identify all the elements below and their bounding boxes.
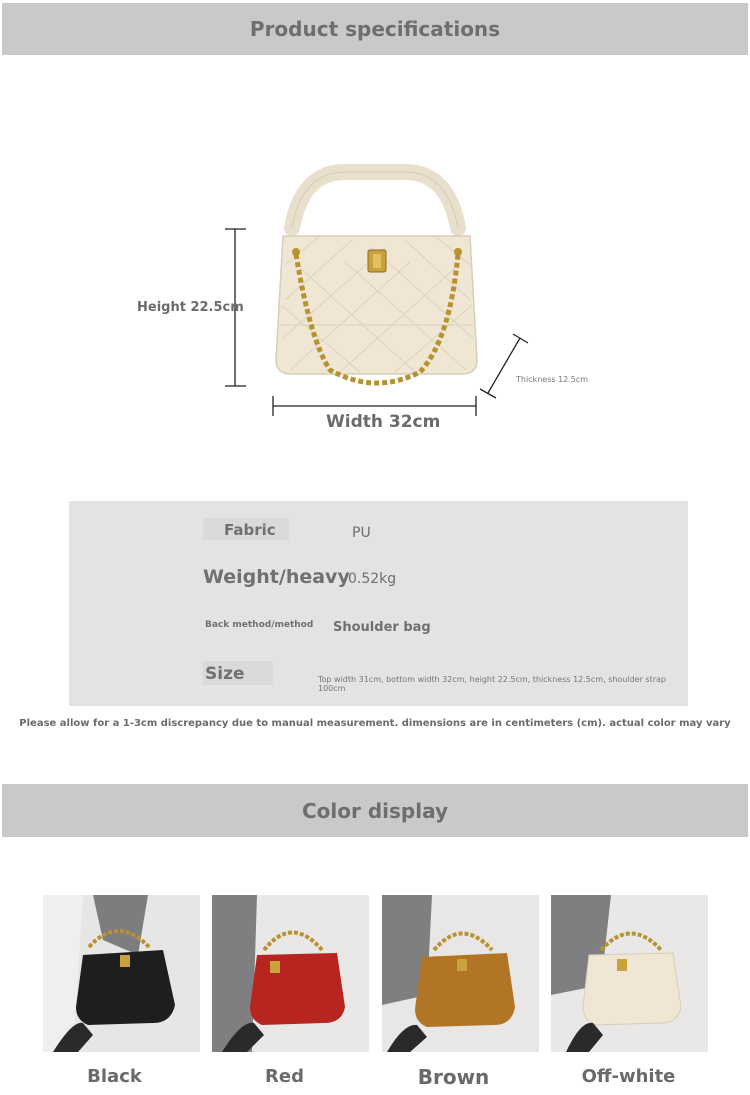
spec-value-fabric: PU bbox=[352, 525, 371, 541]
spec-table bbox=[69, 501, 688, 706]
measurement-note: Please allow for a 1-3cm discrepancy due to manual measurement. dimensions are in centimeters (cm). actual color may vary bbox=[19, 718, 731, 729]
spec-key-weight: Weight/heavy bbox=[203, 566, 350, 588]
bag-photo-off-white bbox=[551, 895, 708, 1052]
height-dimension-label: Height 22.5cm bbox=[137, 300, 244, 315]
color-label-brown: Brown bbox=[417, 1065, 490, 1089]
spec-value-weight: 0.52kg bbox=[348, 571, 397, 587]
color-label-off-white: Off-white bbox=[581, 1066, 676, 1087]
bag-photo-black bbox=[43, 895, 200, 1052]
color-label-red: Red bbox=[265, 1066, 304, 1087]
spec-key-size: Size bbox=[205, 664, 245, 684]
bag-photo-brown bbox=[382, 895, 539, 1052]
spec-key-back-method: Back method/method bbox=[205, 620, 314, 630]
thickness-dimension-label: Thickness 12.5cm bbox=[516, 375, 589, 384]
spec-value-size: Top width 31cm, bottom width 32cm, height 22.5cm, thickness 12.5cm, shoulder strap 100cm bbox=[318, 675, 667, 693]
product-bag-image bbox=[0, 0, 750, 460]
color-swatch-off-white[interactable] bbox=[551, 895, 708, 1052]
section-title: Product specifications bbox=[249, 17, 501, 41]
color-swatch-black[interactable] bbox=[43, 895, 200, 1052]
bag-photo-red bbox=[212, 895, 369, 1052]
spec-key-fabric: Fabric bbox=[224, 521, 276, 539]
color-label-black: Black bbox=[87, 1066, 142, 1087]
color-swatch-brown[interactable] bbox=[382, 895, 539, 1052]
section-title: Color display bbox=[301, 798, 448, 823]
section-banner-colors bbox=[2, 784, 748, 837]
color-swatch-red[interactable] bbox=[212, 895, 369, 1052]
width-dimension-label: Width 32cm bbox=[326, 412, 441, 432]
spec-value-back-method: Shoulder bag bbox=[333, 620, 431, 635]
